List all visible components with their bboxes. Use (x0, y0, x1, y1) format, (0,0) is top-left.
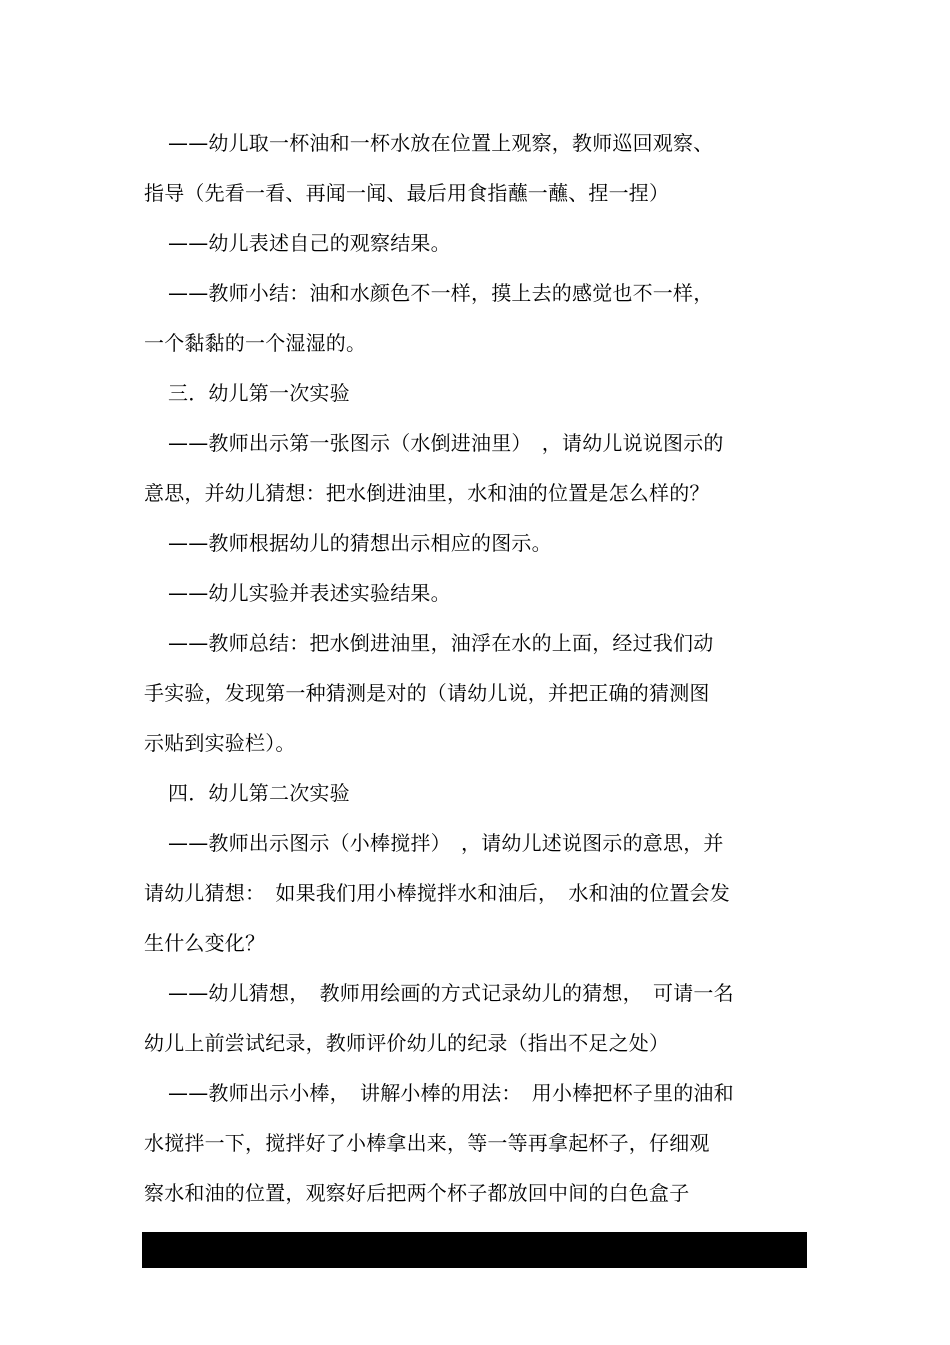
paragraph-line: ——幼儿猜想， 教师用绘画的方式记录幼儿的猜想， 可请一名 (168, 981, 734, 1005)
paragraph-line: 示贴到实验栏）。 (144, 731, 296, 755)
redaction-bar (142, 1232, 807, 1268)
paragraph-line: 幼儿上前尝试纪录，教师评价幼儿的纪录（指出不足之处） (144, 1031, 670, 1055)
paragraph-line: ——教师小结：油和水颜色不一样，摸上去的感觉也不一样， (168, 281, 714, 305)
paragraph-line: ——教师根据幼儿的猜想出示相应的图示。 (168, 531, 552, 555)
paragraph-line: ——教师出示图示（小棒搅拌） ，请幼儿述说图示的意思，并 (168, 831, 724, 855)
paragraph-line: ——幼儿取一杯油和一杯水放在位置上观察，教师巡回观察、 (168, 131, 714, 155)
paragraph-line: ——幼儿表述自己的观察结果。 (168, 231, 451, 255)
section-heading: 三．幼儿第一次实验 (168, 381, 350, 405)
paragraph-line: 手实验，发现第一种猜测是对的（请幼儿说，并把正确的猜测图 (144, 681, 710, 705)
paragraph-line: 察水和油的位置，观察好后把两个杯子都放回中间的白色盒子 (144, 1181, 690, 1205)
paragraph-line: ——教师出示小棒， 讲解小棒的用法： 用小棒把杯子里的油和 (168, 1081, 734, 1105)
paragraph-line: 水搅拌一下，搅拌好了小棒拿出来，等一等再拿起杯子，仔细观 (144, 1131, 710, 1155)
paragraph-line: 指导（先看一看、再闻一闻、最后用食指蘸一蘸、捏一捏） (144, 181, 670, 205)
paragraph-line: 意思，并幼儿猜想：把水倒进油里，水和油的位置是怎么样的？ (144, 481, 710, 505)
paragraph-line: ——幼儿实验并表述实验结果。 (168, 581, 451, 605)
paragraph-line: 生什么变化？ (144, 931, 266, 955)
paragraph-line: ——教师出示第一张图示（水倒进油里） ，请幼儿说说图示的 (168, 431, 724, 455)
paragraph-line: 一个黏黏的一个湿湿的。 (144, 331, 367, 355)
paragraph-line: 请幼儿猜想： 如果我们用小棒搅拌水和油后， 水和油的位置会发 (144, 881, 730, 905)
paragraph-line: ——教师总结：把水倒进油里，油浮在水的上面，经过我们动 (168, 631, 714, 655)
section-heading: 四．幼儿第二次实验 (168, 781, 350, 805)
